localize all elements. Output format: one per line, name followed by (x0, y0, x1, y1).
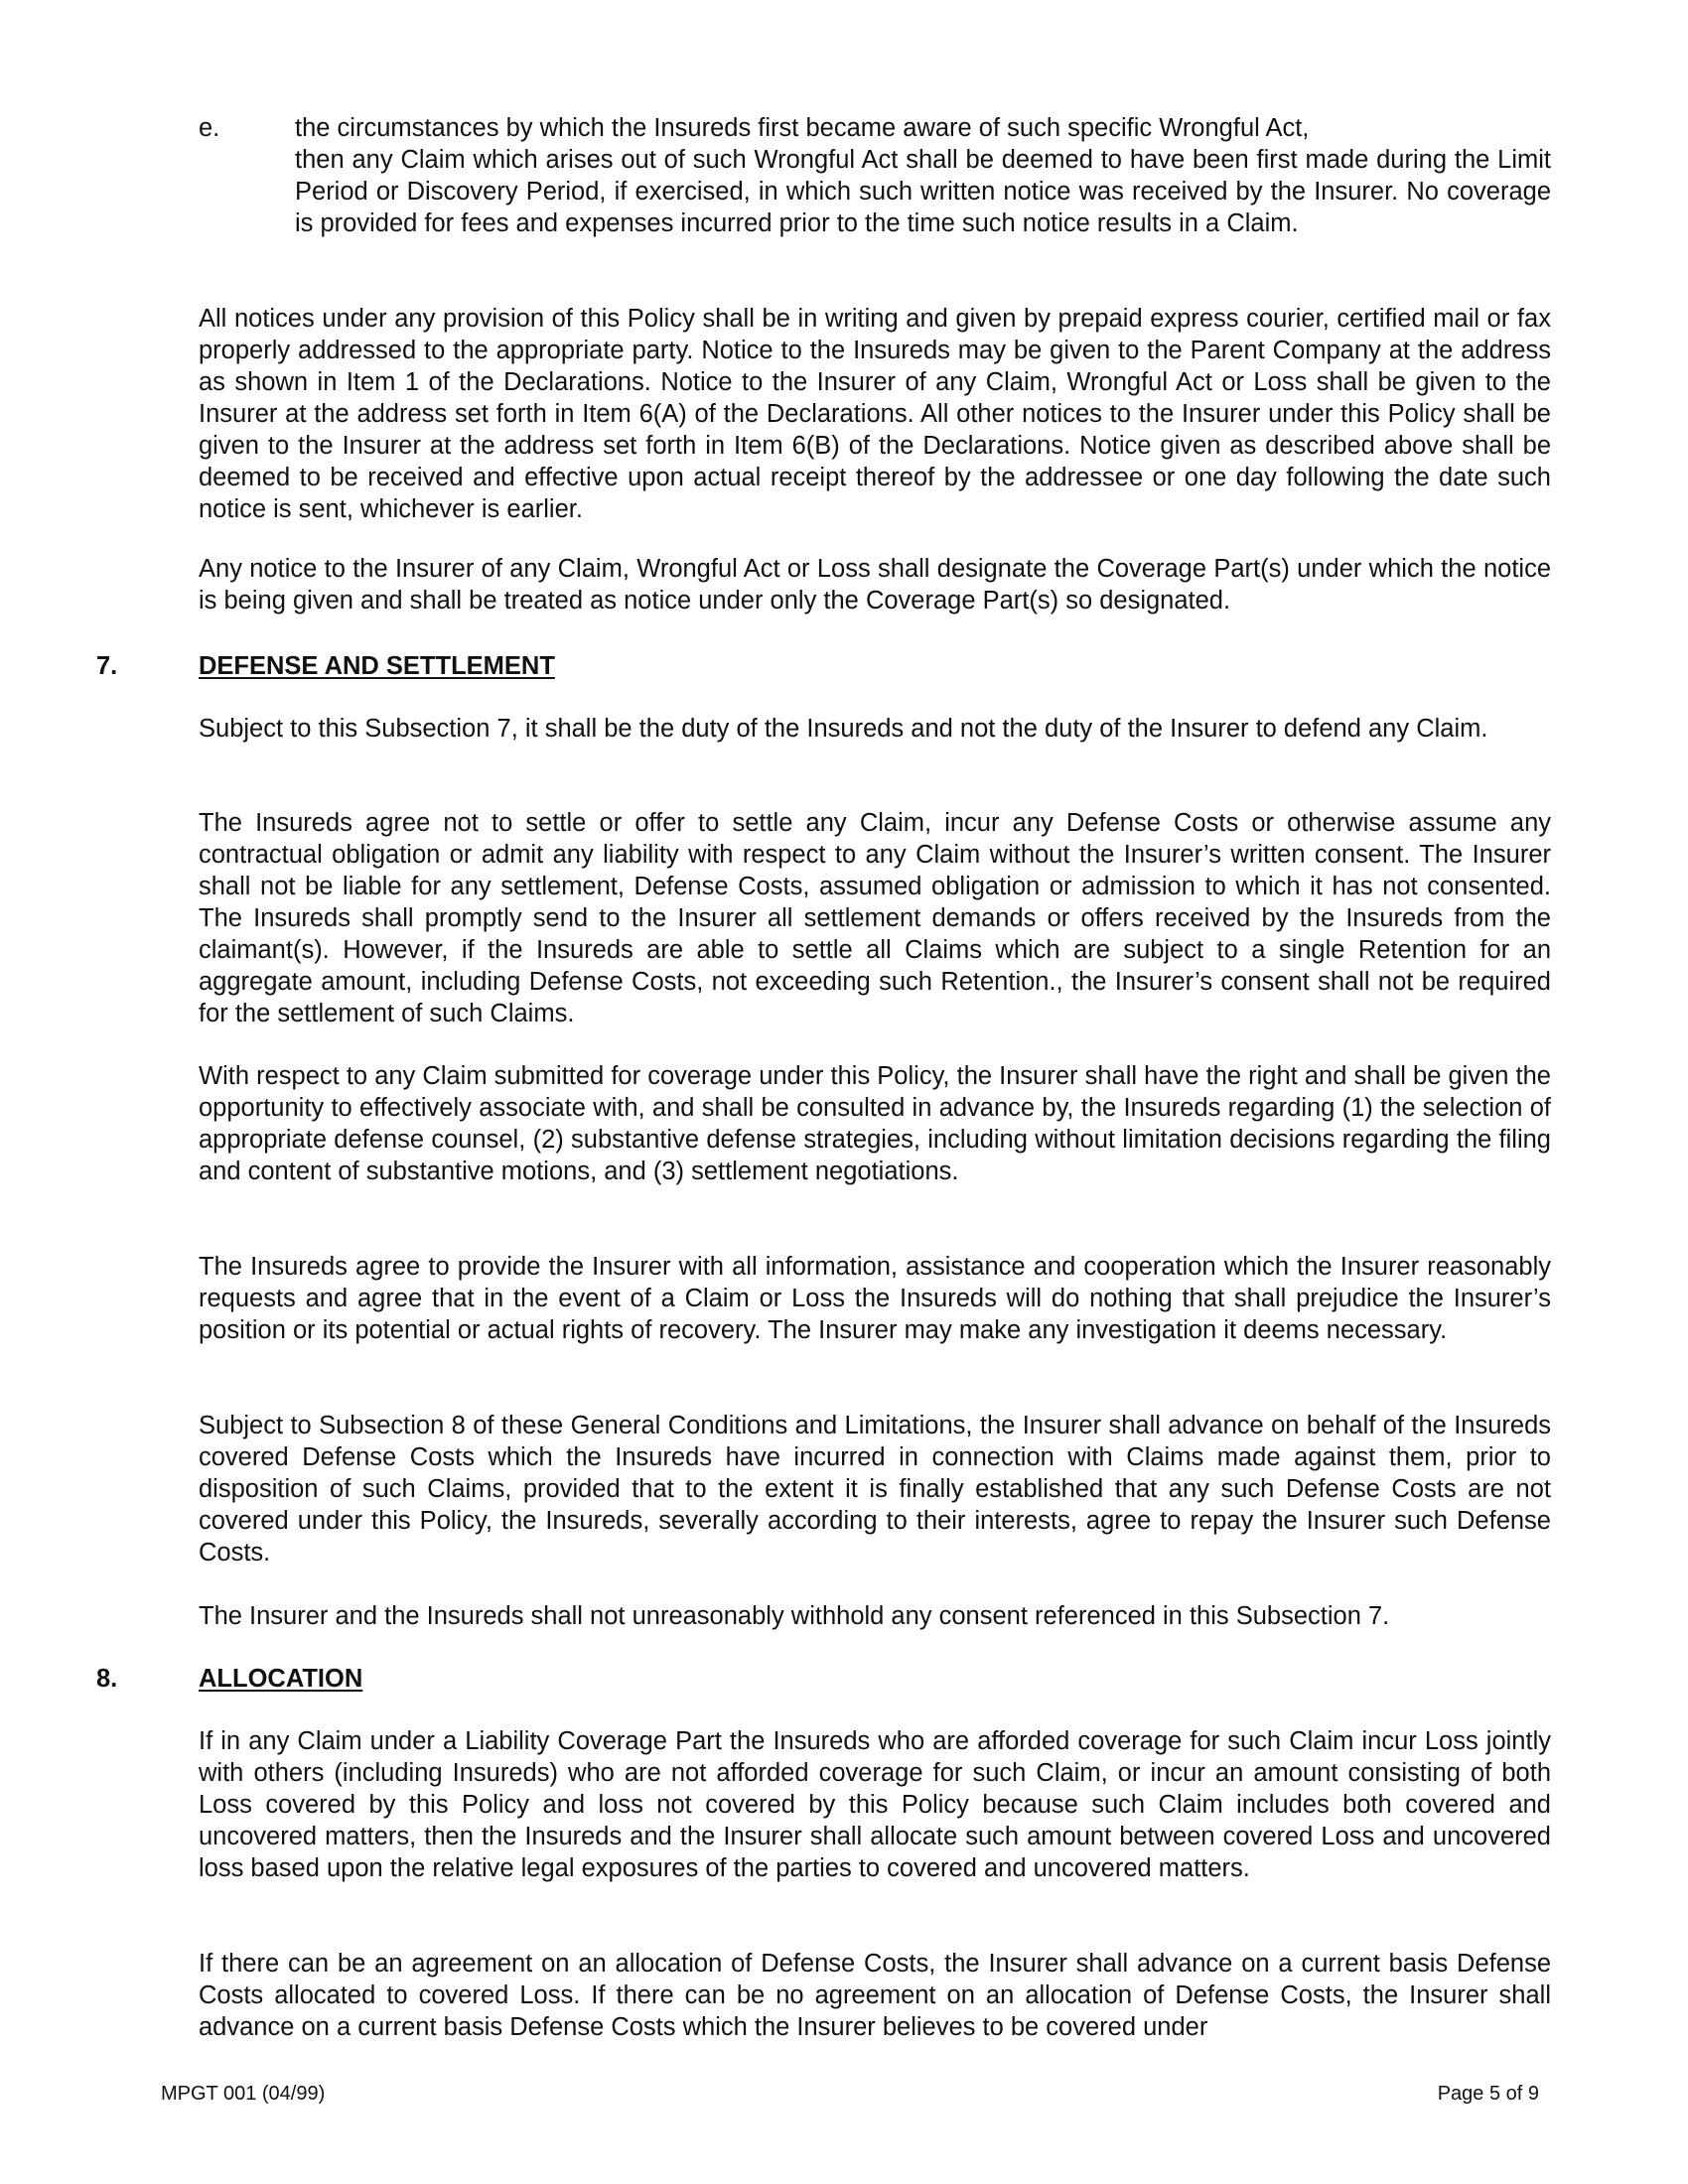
section-paragraph: The Insurer and the Insureds shall not unreasonably withhold any consent referenced in this Subsection 7. (199, 1602, 1390, 1630)
section-number: 7. (96, 652, 118, 680)
list-item-text (295, 112, 1551, 239)
section-paragraph: If there can be an agreement on an allocation of Defense Costs, the Insurer shall advance on a current basis Defense Costs allocated to covered Loss. If there can be no agreement on an allocation of Defense Costs, the Insurer shall advance on a current basis Defense Costs which the Insurer believes to be covered under (199, 1950, 1551, 2041)
section-paragraph: The Insureds agree to provide the Insurer with all information, assistance and cooperation which the Insurer reasonably requests and agree that in the event of a Claim or Loss the Insureds will do nothing that shall prejudice the Insurer’s position or its potential or actual rights of recovery. The Insurer may make any investigation it deems necessary. (199, 1253, 1551, 1344)
notice-paragraph: All notices under any provision of this Policy shall be in writing and given by prepaid express courier, certified mail or fax properly addressed to the appropriate party. Notice to the Insureds may be given to the Parent Company at the address as shown in Item 1 of the Declarations. Notice to the Insurer of any Claim, Wrongful Act or Loss shall be given to the Insurer at the address set forth in Item 6(A) of the Declarations. All other notices to the Insurer under this Policy shall be given to the Insurer at the address set forth in Item 6(B) of the Declarations. Notice given as described above shall be deemed to be received and effective upon actual receipt thereof by the addressee or one day following the date such notice is sent, whichever is earlier. (199, 305, 1551, 523)
list-item-first-line: the circumstances by which the Insureds first became aware of such specific Wrongful Act, (295, 114, 1310, 142)
list-item-continuation: then any Claim which arises out of such Wrongful Act shall be deemed to have been first made during the Limit Period or Discovery Period, if exercised, in which such written notice was received by the Insurer. No coverage is provided for fees and expenses incurred prior to the time such notice results in a Claim. (295, 146, 1551, 237)
section-number: 8. (96, 1665, 118, 1693)
list-item-label: e. (199, 114, 220, 142)
form-number: MPGT 001 (04/99) (161, 2083, 326, 2105)
section-paragraph: Subject to this Subsection 7, it shall be the duty of the Insureds and not the duty of the Insurer to defend any Claim. (199, 715, 1488, 743)
section-paragraph: The Insureds agree not to settle or offer to settle any Claim, incur any Defense Costs or otherwise assume any contractual obligation or admit any liability with respect to any Claim without the Insurer’s written consent. The Insurer shall not be liable for any settlement, Defense Costs, assumed obligation or admission to which it has not consented. The Insureds shall promptly send to the Insurer all settlement demands or offers received by the Insureds from the claimant(s). However, if the Insureds are able to settle all Claims which are subject to a single Retention for an aggregate amount, including Defense Costs, not exceeding such Retention., the Insurer’s consent shall not be required for the settlement of such Claims. (199, 809, 1551, 1027)
section-paragraph: If in any Claim under a Liability Coverage Part the Insureds who are afforded coverage for such Claim incur Loss jointly with others (including Insureds) who are not afforded coverage for such Claim, or incur an amount consisting of both Loss covered by this Policy and loss not covered by this Policy because such Claim includes both covered and uncovered matters, then the Insureds and the Insurer shall allocate such amount between covered Loss and uncovered loss based upon the relative legal exposures of the parties to covered and uncovered matters. (199, 1727, 1551, 1882)
section-heading: DEFENSE AND SETTLEMENT (199, 652, 555, 680)
notice-paragraph: Any notice to the Insurer of any Claim, Wrongful Act or Loss shall designate the Coverage Part(s) under which the notice is being given and shall be treated as notice under only the Coverage Part(s) so designated. (199, 555, 1551, 614)
section-paragraph: With respect to any Claim submitted for coverage under this Policy, the Insurer shall have the right and shall be given the opportunity to effectively associate with, and shall be consulted in advance by, the Insureds regarding (1) the selection of appropriate defense counsel, (2) substantive defense strategies, including without limitation decisions regarding the filing and content of substantive motions, and (3) settlement negotiations. (199, 1062, 1551, 1185)
page-number: Page 5 of 9 (1437, 2083, 1539, 2105)
section-heading: ALLOCATION (199, 1665, 363, 1693)
section-paragraph: Subject to Subsection 8 of these General Conditions and Limitations, the Insurer shall advance on behalf of the Insureds covered Defense Costs which the Insureds have incurred in connection with Claims made against them, prior to disposition of such Claims, provided that to the extent it is finally established that any such Defense Costs are not covered under this Policy, the Insureds, severally according to their interests, agree to repay the Insurer such Defense Costs. (199, 1412, 1551, 1567)
